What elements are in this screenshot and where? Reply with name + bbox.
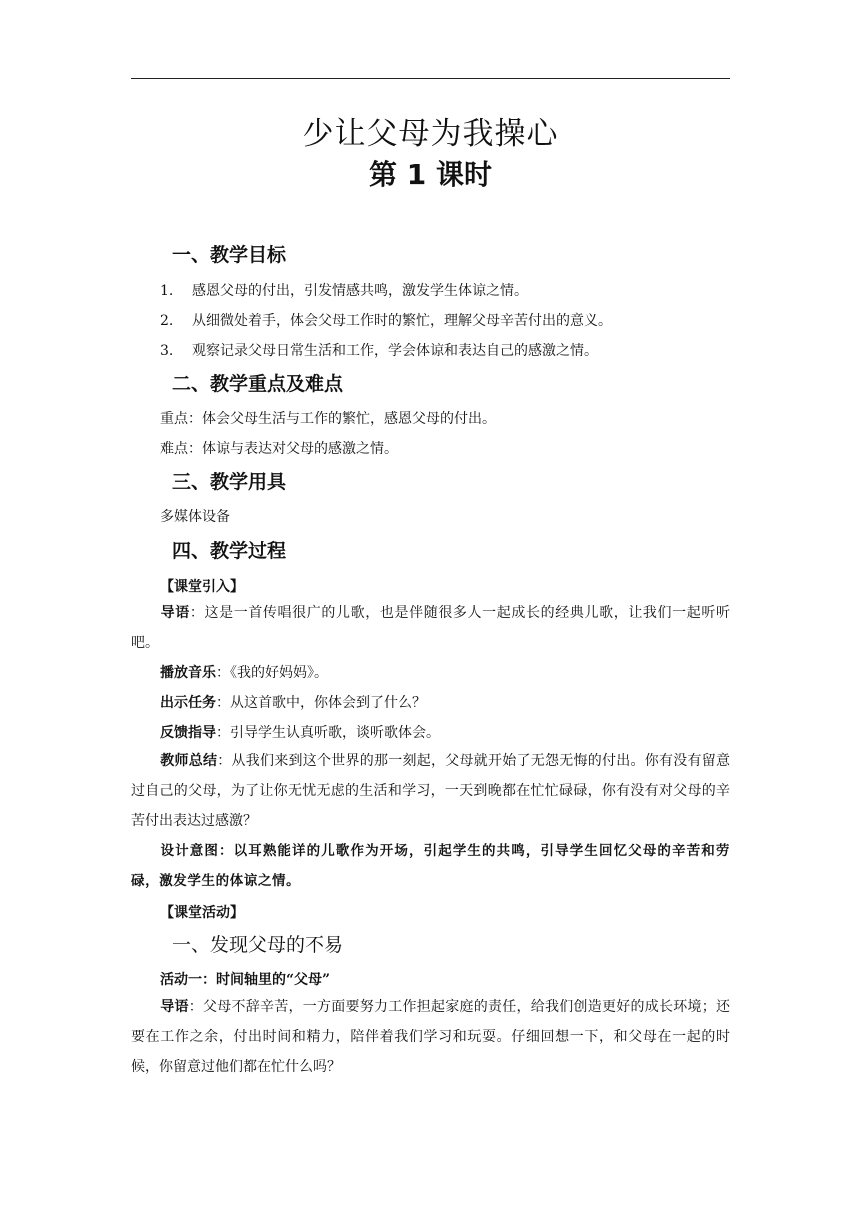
difficult-point: 难点：体谅与表达对父母的感激之情。 (160, 441, 398, 457)
summary-paragraph (131, 746, 730, 836)
guide2-label: 导语 (160, 999, 189, 1015)
section-heading-key-points: 二、教学重点及难点 (172, 373, 344, 395)
goal-text: 观察记录父母日常生活和工作，学会体谅和表达自己的感激之情。 (192, 343, 598, 359)
guide2-text: ：父母不辞辛苦，一方面要努力工作担起家庭的责任，给我们创造更好的成长环境；还要在工作之余，付出时间和精力，陪伴着我们学习和玩耍。仔细回想一下，和父母在一起的时候，你留意过他们都在忙什么吗？ (131, 999, 730, 1075)
music-text: ：《我的好妈妈》。 (216, 665, 328, 681)
tools-text: 多媒体设备 (160, 509, 230, 525)
goal-number: 3. (160, 343, 174, 359)
part1-heading: 一、发现父母的不易 (172, 934, 344, 956)
summary-text: ：从我们来到这个世界的那一刻起，父母就开始了无怨无悔的付出。你有没有留意过自己的父母，为了让你无忧无虑的生活和学习，一天到晚都在忙忙碌碌，你有没有对父母的辛苦付出表达过感激？ (131, 753, 730, 829)
feedback-paragraph (131, 718, 730, 748)
activity-heading: 【课堂活动】 (160, 905, 244, 921)
design-intent-text: 设计意图：以耳熟能详的儿歌作为开场，引起学生的共鸣，引导学生回忆父母的辛苦和劳碌，激发学生的体谅之情。 (131, 843, 730, 889)
activity1-title: 活动一：时间轴里的“父母” (160, 972, 331, 988)
goal-text: 从细微处着手，体会父母工作时的繁忙，理解父母辛苦付出的意义。 (192, 313, 612, 329)
intro-heading: 【课堂引入】 (160, 579, 244, 595)
goal-number: 1. (160, 283, 174, 299)
section-heading-process: 四、教学过程 (172, 540, 287, 562)
feedback-label: 反馈指导 (160, 725, 216, 741)
section-heading-tools: 三、教学用具 (172, 471, 287, 493)
key-point: 重点：体会父母生活与工作的繁忙，感恩父母的付出。 (160, 411, 496, 427)
task-text: ：从这首歌中，你体会到了什么？ (216, 695, 426, 711)
feedback-text: ：引导学生认真听歌，谈听歌体会。 (216, 725, 440, 741)
guide2-paragraph (131, 992, 730, 1082)
summary-label: 教师总结 (160, 753, 218, 769)
section-heading-goals: 一、教学目标 (172, 244, 287, 266)
header-rule (131, 78, 730, 79)
music-label: 播放音乐 (160, 665, 216, 681)
document-title: 少让父母为我操心 (302, 116, 559, 152)
goal-item (160, 310, 612, 330)
task-label: 出示任务 (160, 695, 216, 711)
goal-item (160, 280, 528, 300)
design-intent-paragraph (131, 836, 730, 896)
guide-paragraph (131, 598, 730, 658)
goal-number: 2. (160, 313, 174, 329)
goal-text: 感恩父母的付出，引发情感共鸣，激发学生体谅之情。 (192, 283, 528, 299)
goal-item (160, 340, 598, 360)
guide-text: ：这是一首传唱很广的儿歌，也是伴随很多人一起成长的经典儿歌，让我们一起听听吧。 (131, 605, 731, 651)
lesson-subtitle: 第 1 课时 (369, 158, 492, 191)
music-paragraph (131, 658, 730, 688)
task-paragraph (131, 688, 730, 718)
guide-label: 导语 (160, 605, 190, 621)
